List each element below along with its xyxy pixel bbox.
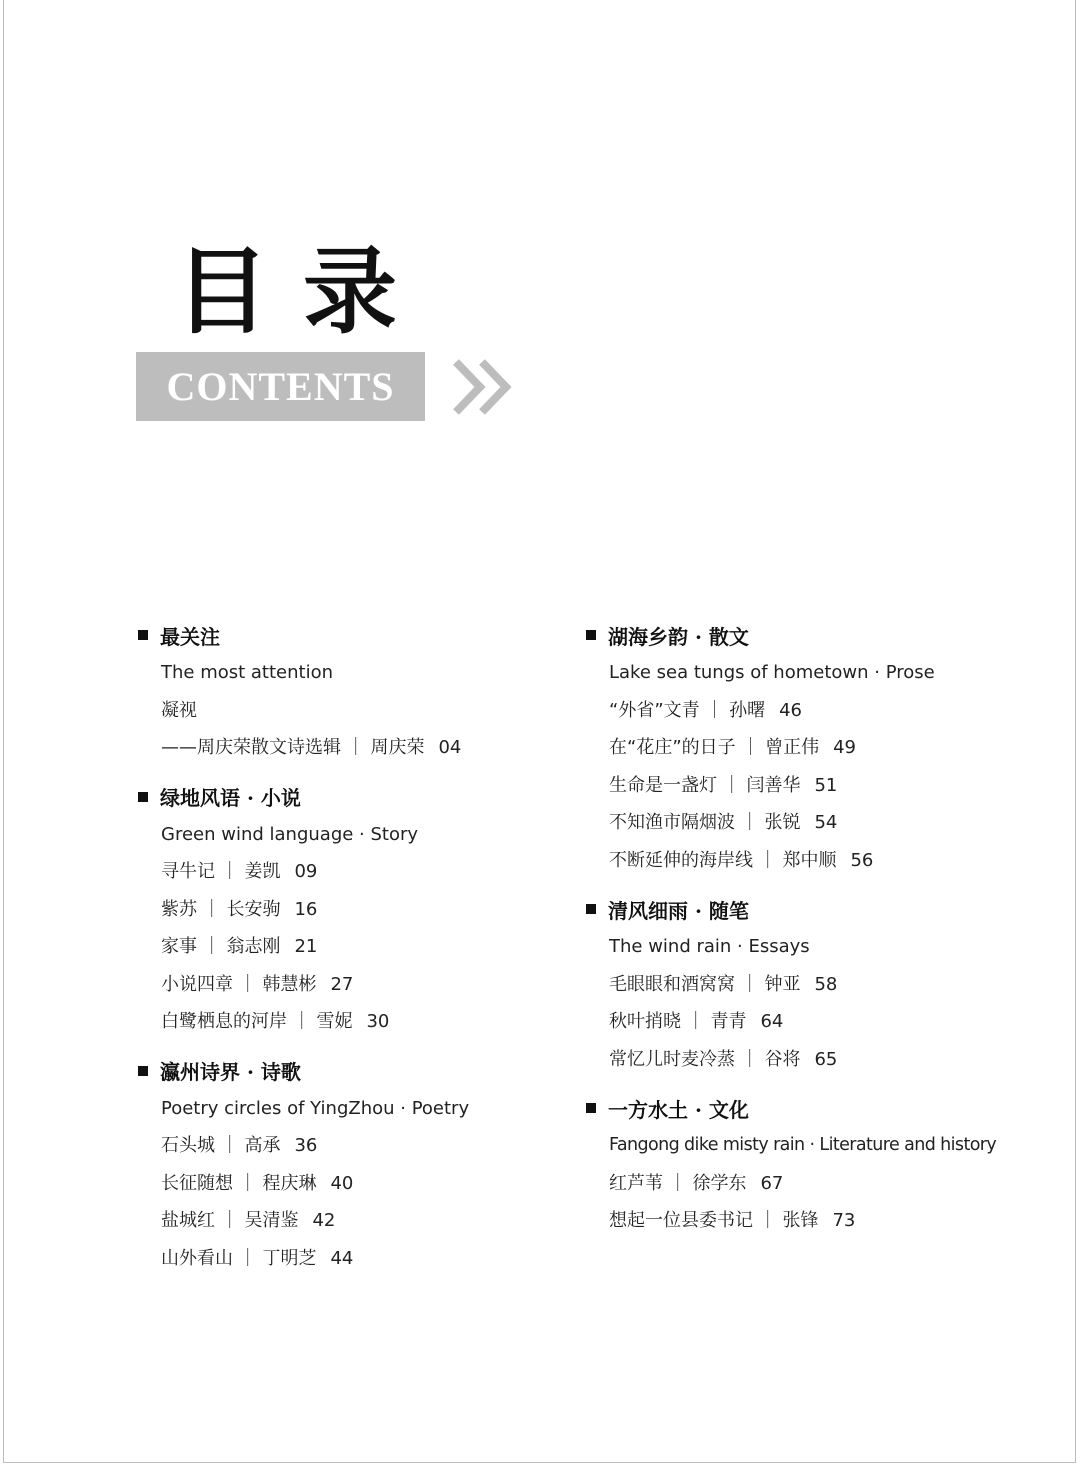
section-title: 一方水土 · 文化 — [608, 1097, 749, 1122]
section-title: 清风细雨 · 随笔 — [608, 898, 749, 923]
square-bullet-icon — [138, 630, 148, 640]
toc-entry[interactable] — [161, 928, 469, 966]
entry-page: 65 — [814, 1048, 838, 1070]
section-title: 绿地风语 · 小说 — [160, 786, 301, 810]
toc-entry[interactable] — [609, 692, 996, 730]
toc-entry[interactable] — [161, 853, 469, 891]
section-title: 湖海乡韵 · 散文 — [608, 624, 749, 649]
entry-text: 在“花庄”的日子 ｜ 曾正伟 — [609, 737, 820, 758]
entry-page: 44 — [330, 1247, 354, 1269]
toc-entry[interactable] — [609, 1003, 996, 1041]
toc-section — [586, 616, 996, 879]
entry-page: 64 — [760, 1011, 784, 1032]
section-subtitle: Poetry circles of YingZhou · Poetry — [161, 1097, 470, 1119]
entry-page: 56 — [850, 849, 874, 871]
toc-entry[interactable] — [161, 1202, 469, 1240]
toc-entry[interactable] — [161, 966, 469, 1004]
entry-text: 秋叶捎晓 ｜ 青青 — [609, 1011, 747, 1032]
toc-entry[interactable] — [161, 891, 469, 929]
section-title: 最关注 — [160, 624, 220, 649]
entry-page: 46 — [779, 699, 802, 721]
entry-page: 49 — [833, 737, 856, 758]
entry-text: 毛眼眼和酒窝窝 ｜ 钟亚 — [609, 973, 801, 995]
toc-section — [586, 890, 996, 1078]
entry-page: 16 — [294, 898, 318, 920]
toc-section — [138, 1052, 469, 1278]
entry-text: 家事 ｜ 翁志刚 — [161, 936, 281, 957]
toc-section — [586, 1089, 996, 1240]
contents-banner: CONTENTS — [136, 352, 425, 421]
entry-text: 生命是一盏灯 ｜ 闫善华 — [609, 774, 801, 796]
toc-section — [138, 616, 469, 767]
entry-text: 石头城 ｜ 高承 — [161, 1135, 281, 1156]
entry-text: 盐城红 ｜ 吴清鉴 — [161, 1210, 299, 1231]
section-subtitle: Fangong dike misty rain · Literature and history — [609, 1135, 997, 1155]
square-bullet-icon — [586, 904, 596, 914]
entry-page: 42 — [312, 1210, 336, 1231]
toc-entry[interactable] — [609, 767, 996, 805]
toc-entry[interactable] — [161, 1003, 469, 1041]
entry-page: 67 — [760, 1172, 784, 1194]
square-bullet-icon — [586, 1103, 596, 1113]
entry-text: 长征随想 ｜ 程庆琳 — [161, 1172, 317, 1194]
square-bullet-icon — [586, 630, 596, 640]
entry-text: 寻牛记 ｜ 姜凯 — [161, 861, 281, 882]
entry-page: 51 — [814, 774, 838, 796]
entry-text: 凝视 — [161, 699, 197, 721]
entry-page: 30 — [366, 1011, 390, 1032]
square-bullet-icon — [138, 1066, 148, 1076]
square-bullet-icon — [138, 792, 148, 802]
toc-column-right — [586, 616, 996, 1251]
toc-entry[interactable] — [609, 1202, 996, 1240]
entry-text: 白鹭栖息的河岸 ｜ 雪妮 — [161, 1011, 353, 1032]
entry-page: 36 — [294, 1135, 318, 1156]
section-subtitle: The most attention — [161, 662, 334, 683]
toc-column-left — [138, 616, 469, 1288]
entry-text: ——周庆荣散文诗选辑 ｜ 周庆荣 — [161, 737, 425, 758]
section-subtitle: Green wind language · Story — [161, 823, 419, 845]
entry-text: 不知渔市隔烟波 ｜ 张锐 — [609, 812, 801, 833]
toc-entry[interactable] — [609, 1165, 996, 1203]
toc-entry[interactable] — [609, 966, 996, 1004]
toc-entry[interactable] — [161, 1127, 469, 1165]
entry-page: 40 — [330, 1172, 354, 1194]
toc-section — [138, 778, 469, 1041]
toc-entry[interactable] — [609, 729, 996, 767]
double-chevron-right-icon — [450, 356, 520, 418]
page-title: 目录 — [175, 237, 432, 347]
toc-entry[interactable] — [161, 729, 469, 767]
entry-text: 常忆儿时麦冷蒸 ｜ 谷将 — [609, 1048, 801, 1070]
toc-entry[interactable] — [161, 1165, 469, 1203]
toc-entry[interactable] — [161, 692, 469, 730]
entry-text: 不断延伸的海岸线 ｜ 郑中顺 — [609, 849, 837, 871]
entry-text: “外省”文青 ｜ 孙曙 — [609, 699, 766, 721]
section-title: 瀛州诗界 · 诗歌 — [160, 1060, 301, 1084]
toc-entry[interactable] — [161, 1240, 469, 1278]
toc-entry[interactable] — [609, 842, 996, 880]
entry-text: 山外看山 ｜ 丁明芝 — [161, 1247, 317, 1269]
entry-page: 58 — [814, 973, 838, 995]
section-subtitle: The wind rain · Essays — [609, 936, 810, 957]
entry-text: 红芦苇 ｜ 徐学东 — [609, 1172, 747, 1194]
toc-entry[interactable] — [609, 804, 996, 842]
entry-text: 想起一位县委书记 ｜ 张锋 — [609, 1210, 819, 1231]
entry-page: 21 — [294, 936, 318, 957]
entry-page: 73 — [832, 1210, 856, 1231]
section-subtitle: Lake sea tungs of hometown · Prose — [609, 662, 935, 683]
entry-text: 紫苏 ｜ 长安驹 — [161, 898, 281, 920]
entry-page: 04 — [438, 737, 462, 758]
entry-page: 54 — [814, 812, 838, 833]
entry-page: 27 — [330, 973, 354, 995]
toc-entry[interactable] — [609, 1041, 996, 1079]
entry-text: 小说四章 ｜ 韩慧彬 — [161, 973, 317, 995]
entry-page: 09 — [294, 861, 318, 882]
